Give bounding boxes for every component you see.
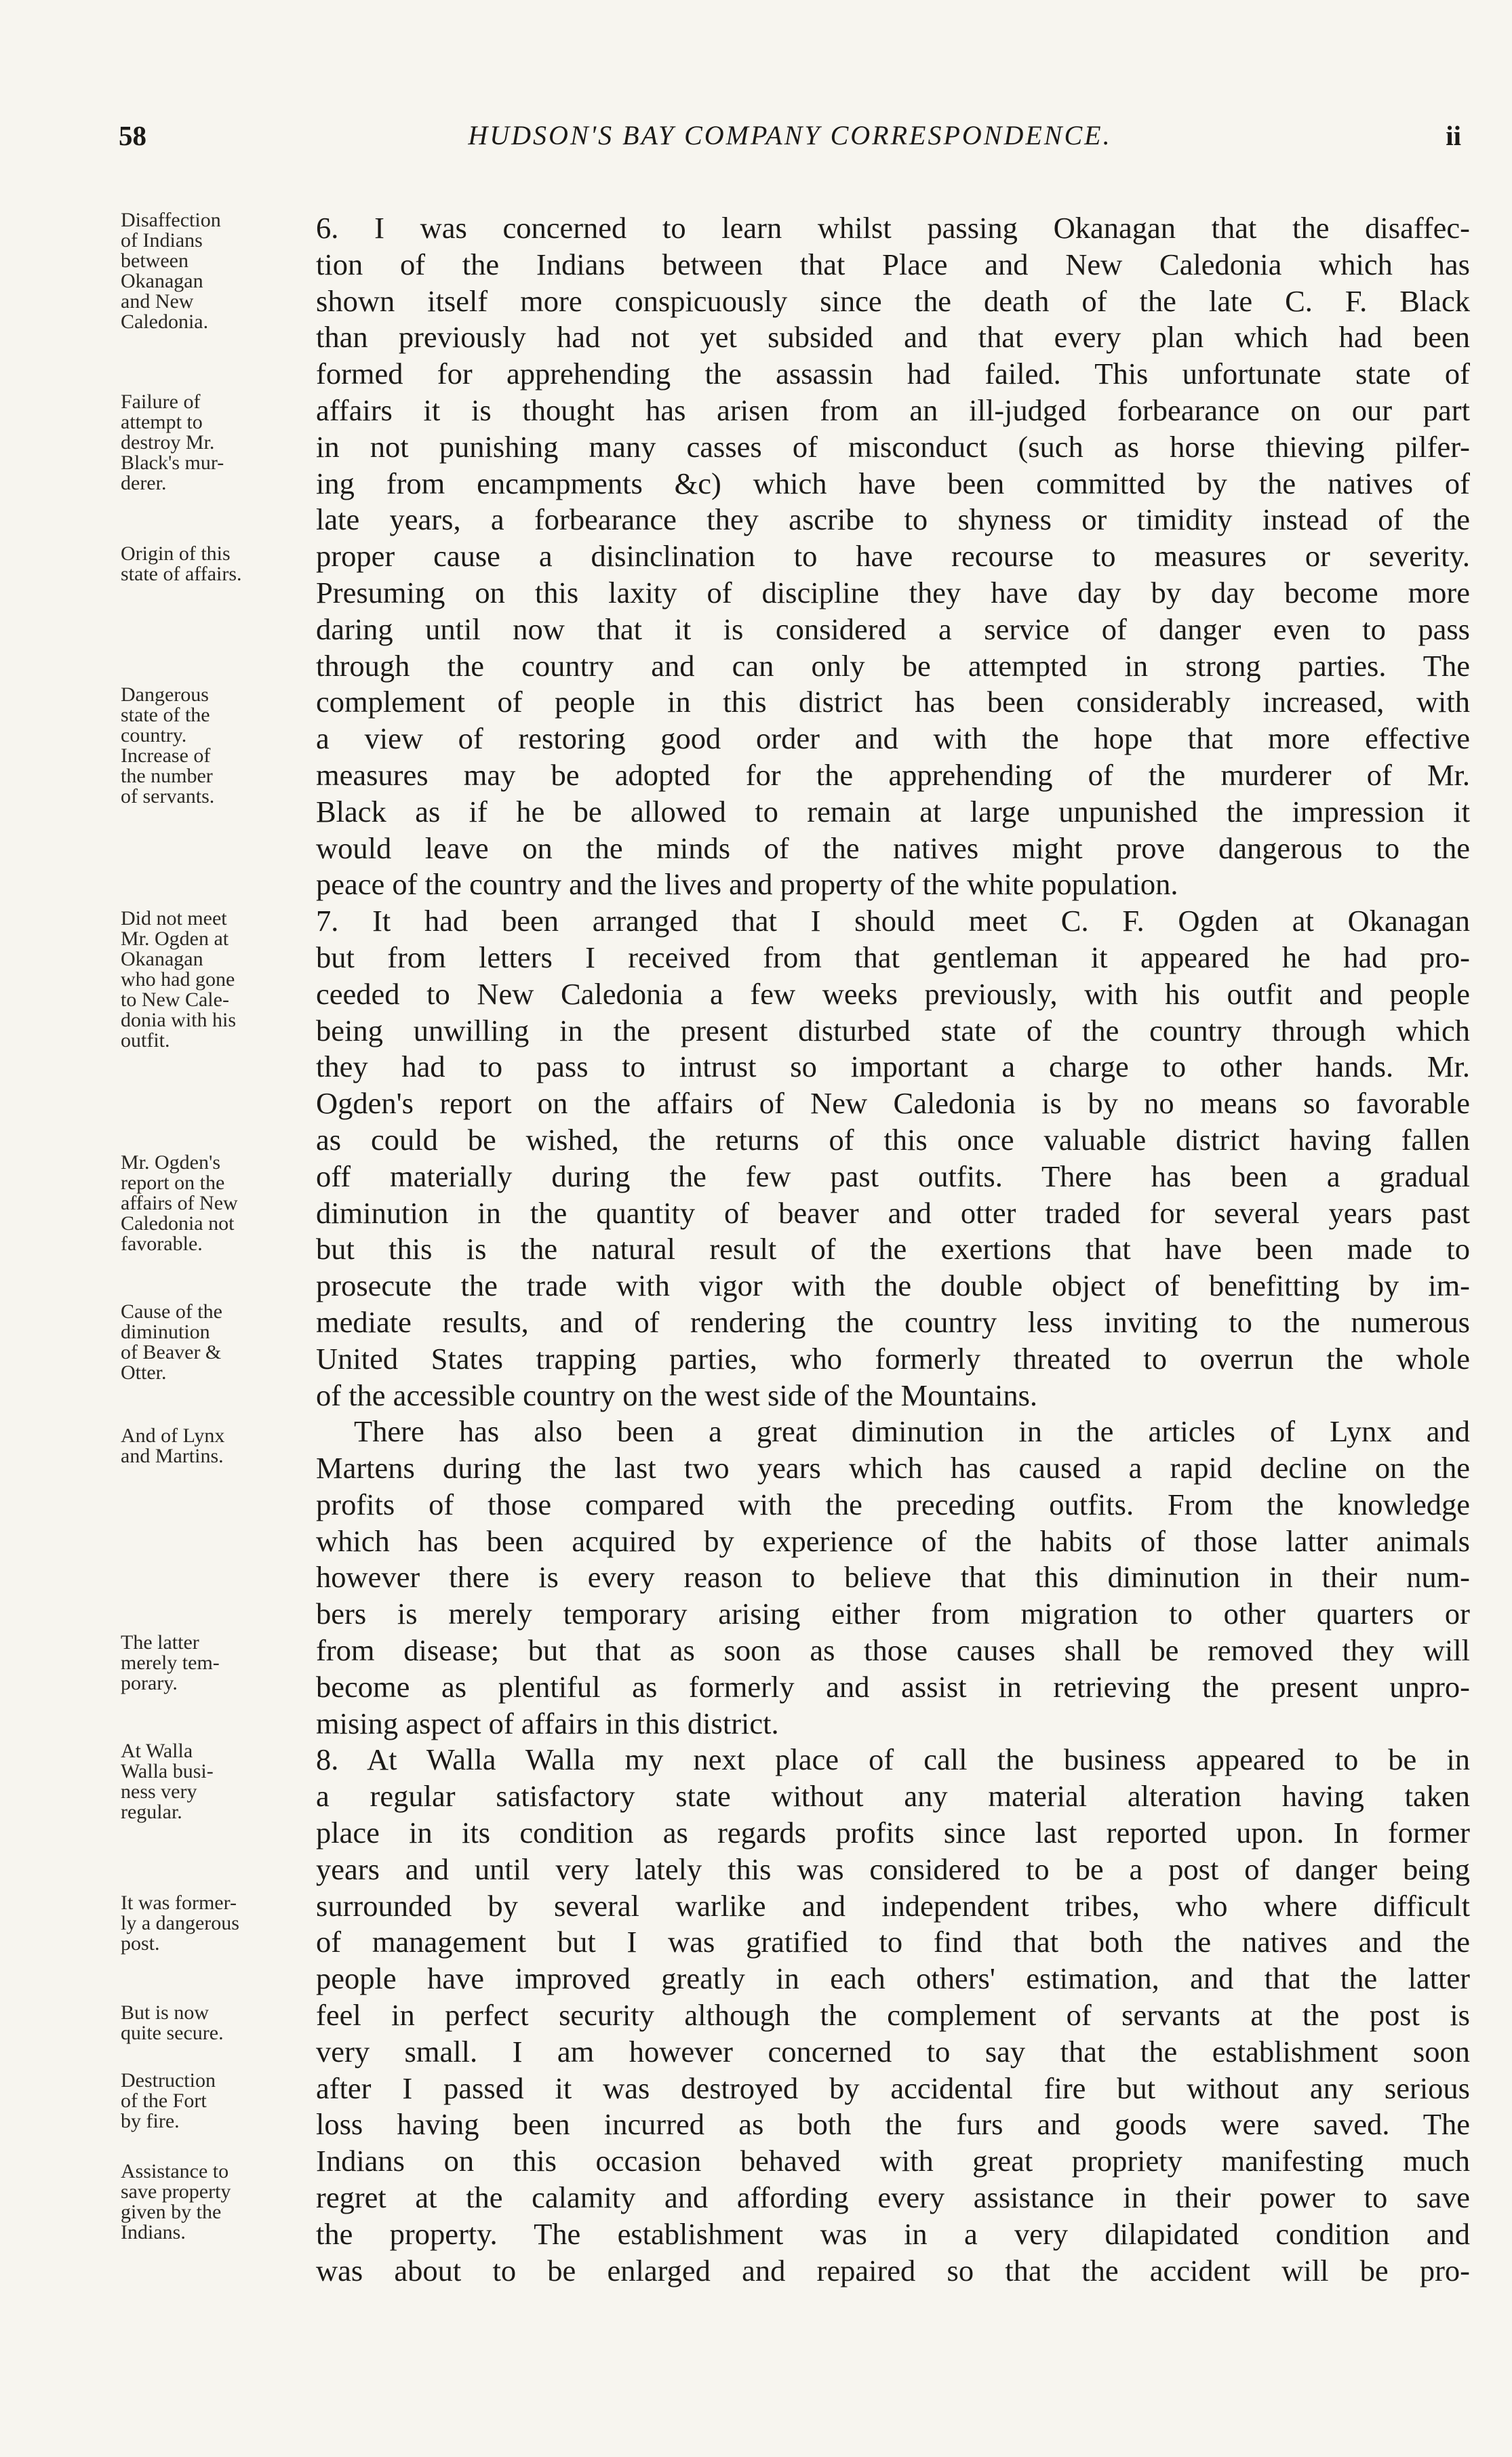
- margin-note: Failure of attempt to destroy Mr. Black's mur- derer.: [121, 391, 224, 494]
- body-line: of management but I was gratified to find that both the natives and the: [316, 1925, 1470, 1959]
- body-line: affairs it is thought has arisen from an ill-judged forbearance on our part: [316, 393, 1470, 427]
- body-line: feel in perfect security although the complement of servants at the post is: [316, 1998, 1470, 2033]
- body-line: after I passed it was destroyed by accidental fire but without any serious: [316, 2071, 1470, 2105]
- body-line: the property. The establishment was in a very dilapidated condition and: [316, 2216, 1470, 2251]
- body-line: people have improved greatly in each others' estimation, and that the latter: [316, 1961, 1470, 1996]
- body-line: 7. It had been arranged that I should meet C. F. Ogden at Okanagan: [316, 904, 1470, 938]
- margin-notes: [121, 210, 307, 2298]
- margin-note: It was former- ly a dangerous post.: [121, 1892, 239, 1955]
- body-line: a regular satisfactory state without any material alteration having taken: [316, 1779, 1470, 1814]
- body-line: become as plentiful as formerly and assist in retrieving the present unpro-: [316, 1669, 1470, 1704]
- body-line: late years, a forbearance they ascribe to shyness or timidity instead of the: [316, 502, 1470, 537]
- margin-note: The latter merely tem- porary.: [121, 1631, 220, 1694]
- margin-note: But is now quite secure.: [121, 2001, 224, 2044]
- body-line: ing from encampments &c) which have been committed by the natives of: [316, 466, 1470, 500]
- body-line: than previously had not yet subsided and that every plan which had been: [316, 320, 1470, 355]
- body-line: bers is merely temporary arising either from migration to other quarters or: [316, 1597, 1470, 1631]
- body-line: tion of the Indians between that Place and New Caledonia which has: [316, 247, 1470, 281]
- body-line: There has also been a great diminution in the articles of Lynx and: [354, 1414, 1470, 1449]
- body-line: peace of the country and the lives and property of the white population.: [316, 867, 1178, 902]
- body-line: surrounded by several warlike and independent tribes, who where difficult: [316, 1888, 1470, 1923]
- body-line: Indians on this occasion behaved with great propriety manifesting much: [316, 2144, 1470, 2178]
- margin-note: Assistance to save property given by the Indians.: [121, 2160, 231, 2243]
- margin-note: Mr. Ogden's report on the affairs of New Caledonia not favorable.: [121, 1151, 238, 1255]
- body-line: regret at the calamity and affording every assistance in their power to save: [316, 2180, 1470, 2215]
- body-line: formed for apprehending the assassin had failed. This unfortunate state of: [316, 357, 1470, 391]
- body-line: loss having been incurred as both the furs and goods were saved. The: [316, 2107, 1470, 2142]
- body-line: but this is the natural result of the exertions that have been made to: [316, 1232, 1470, 1266]
- margin-note: Cause of the diminution of Beaver & Otter.: [121, 1300, 222, 1384]
- body-line: measures may be adopted for the apprehending of the murderer of Mr.: [316, 757, 1470, 792]
- body-line: Ogden's report on the affairs of New Caledonia is by no means so favorable: [316, 1086, 1470, 1121]
- body-line: through the country and can only be attempted in strong parties. The: [316, 648, 1470, 683]
- body-line: from disease; but that as soon as those causes shall be removed they will: [316, 1633, 1470, 1668]
- body-text: [316, 210, 1470, 2289]
- body-line: of the accessible country on the west side of the Mountains.: [316, 1378, 1038, 1412]
- body-line: which has been acquired by experience of the habits of those latter animals: [316, 1523, 1470, 1558]
- body-line: ceeded to New Caledonia a few weeks previously, with his outfit and people: [316, 976, 1470, 1011]
- body-line: Martens during the last two years which has caused a rapid decline on the: [316, 1451, 1470, 1485]
- margin-note: Destruction of the Fort by fire.: [121, 2069, 216, 2132]
- body-line: 8. At Walla Walla my next place of call the business appeared to be in: [316, 1742, 1470, 1777]
- section-number: ii: [1446, 120, 1461, 151]
- margin-note: At Walla Walla busi- ness very regular.: [121, 1740, 214, 1823]
- margin-note: Dangerous state of the country. Increase of the number of servants.: [121, 683, 215, 807]
- body-line: years and until very lately this was considered to be a post of danger being: [316, 1852, 1470, 1886]
- body-line: being unwilling in the present disturbed state of the country through which: [316, 1013, 1470, 1047]
- body-line: 6. I was concerned to learn whilst passing Okanagan that the disaffec-: [316, 211, 1470, 245]
- body-line: as could be wished, the returns of this once valuable district having fallen: [316, 1122, 1470, 1157]
- body-line: off materially during the few past outfits. There has been a gradual: [316, 1159, 1470, 1193]
- body-line: very small. I am however concerned to say that the establishment soon: [316, 2034, 1470, 2069]
- body-line: a view of restoring good order and with the hope that more effective: [316, 721, 1470, 756]
- body-line: was about to be enlarged and repaired so that the accident will be pro-: [316, 2253, 1470, 2288]
- body-line: place in its condition as regards profits since last reported upon. In former: [316, 1816, 1470, 1850]
- page-header: [119, 119, 1461, 160]
- body-line: prosecute the trade with vigor with the double object of benefitting by im-: [316, 1269, 1470, 1303]
- body-line: daring until now that it is considered a service of danger even to pass: [316, 612, 1470, 646]
- body-line: they had to pass to intrust so important a charge to other hands. Mr.: [316, 1050, 1470, 1084]
- body-line: mediate results, and of rendering the country less inviting to the numerous: [316, 1304, 1470, 1339]
- margin-note: Disaffection of Indians between Okanagan and New Caledonia.: [121, 209, 221, 333]
- body-line: but from letters I received from that gentleman it appeared he had pro-: [316, 940, 1470, 974]
- margin-note: Origin of this state of affairs.: [121, 542, 242, 585]
- body-line: mising aspect of affairs in this district.: [316, 1706, 779, 1740]
- body-line: complement of people in this district has been considerably increased, with: [316, 685, 1470, 719]
- body-line: profits of those compared with the preceding outfits. From the knowledge: [316, 1487, 1470, 1521]
- margin-note: And of Lynx and Martins.: [121, 1424, 225, 1467]
- body-line: Presuming on this laxity of discipline they have day by day become more: [316, 575, 1470, 610]
- body-line: shown itself more conspicuously since the death of the late C. F. Black: [316, 283, 1470, 318]
- body-line: however there is every reason to believe that this diminution in their num-: [316, 1560, 1470, 1595]
- body-line: United States trapping parties, who formerly threated to overrun the whole: [316, 1341, 1470, 1376]
- body-line: in not punishing many casses of misconduct (such as horse thieving pilfer-: [316, 429, 1470, 464]
- body-line: proper cause a disinclination to have recourse to measures or severity.: [316, 539, 1470, 574]
- running-title: HUDSON'S BAY COMPANY CORRESPONDENCE.: [468, 120, 1112, 151]
- page-number: 58: [119, 120, 146, 151]
- margin-note: Did not meet Mr. Ogden at Okanagan who had gone to New Cale- donia with his outfit.: [121, 907, 236, 1052]
- body-line: diminution in the quantity of beaver and otter traded for several years past: [316, 1195, 1470, 1230]
- body-line: Black as if he be allowed to remain at large unpunished the impression it: [316, 794, 1470, 828]
- body-line: would leave on the minds of the natives might prove dangerous to the: [316, 831, 1470, 865]
